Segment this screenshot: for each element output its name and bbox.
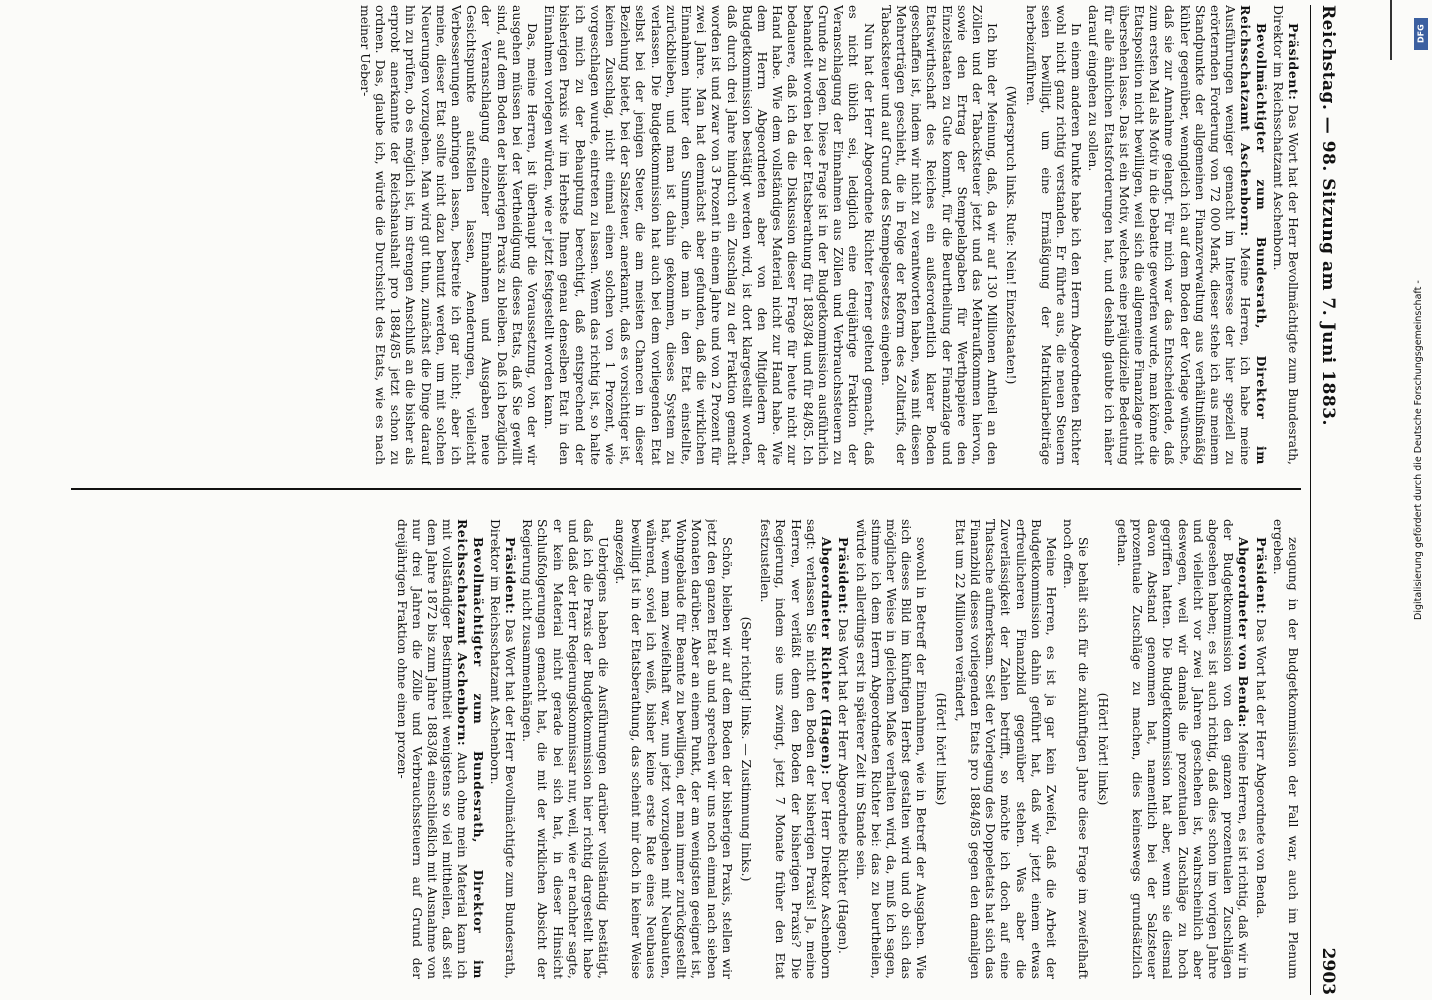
paragraph-text: Das, meine Herren, ist überhaupt die Voraussetzung, von der wir ausgehen müssen bei der Vertheidigung dieses Etats, daß Sie gewillt sind, auf dem Boden der bisherigen Praxis zu bleiben. Daß ich bezüglich der Veranschlagung einzelner Einnahmen und Ausgaben neue Gesichtspunkte aufstellen lassen, Aenderungen, vielleicht Verbesserungen anbringen lassen, bestreite ich gar nicht; aber ich meine, dieser Etat sollte nicht dazu benutzt werden, um mit solchen Neuerungen vorzugehen. Man wird gut thun, zunächst die Dinge darauf hin zu prüfen, ob es möglich ist, im strengen Anschluß an die bisher als erprobt anerkannte der Reichshaushalt pro 1884/85 jetzt schon zu ordnen. Das, glaube ich, würde die Durchsicht des Etats, wie es nach meiner Ueber- [357,5,541,465]
rotated-document-page [55,5,1345,995]
speaker-name: Präsident: [1286,23,1301,101]
digitization-credit [1413,20,1429,620]
paragraph-text: Uebrigens haben die Ausführungen darüber vollständig bestätigt, daß ich die Praxis der Budgetkommission hier richtig dargestellt habe und daß der Herr Regierungskommissar nur, weil, wie er nachher sagte, er kein Material nicht gerade bei sich hat, in dieser Hinsicht Schlußfolgerungen gemacht hat, die mit der wirklichen Absicht der Regierung nicht zusammenhängen. [520,519,612,979]
paragraph [879,5,1001,465]
paragraph-text: Meine Herren, es ist richtig, daß wir in der Budgetkommission von den ganzen prozentualen Zuschlägen abgesehen haben; es ist auch richtig, daß dies schon im vorigen Jahre und vielleicht vor zwei Jahren geschehen ist, wahrscheinlich aber deswegen, weil wir damals die prozentualen Zuschläge zu hoch gegriffen hatten. Die Budgetkommission hat aber, wenn sie diesmal davon Abstand genommen hat, namentlich bei der Salzsteuer prozentuale Zuschläge zu machen, dies keineswegs grundsätzlich gethan. [1114,519,1252,979]
paragraph-text: In einem anderen Punkte habe ich den Herrn Abgeordneten Richter wohl nicht ganz richtig verstanden. Er führte aus, die neuen Steuern seien bewilligt, um eine Ermäßigung der Matrikularbeiträge herbeizuführen. [1023,5,1085,465]
paragraph-text: zeugung in der Budgetkommission der Fall war, auch im Plenum ergeben. [1270,519,1301,979]
paragraph [853,519,929,979]
paragraph [613,519,735,979]
speaker-name: Präsident: [836,537,852,615]
page-header [1310,5,1345,995]
paragraph [520,519,611,979]
paragraph [1023,5,1084,465]
left-text-column [71,5,1301,465]
scan-edge-mark [1390,0,1392,60]
paragraph [1253,519,1268,979]
page-header-title: Reichstag. — 98. Sitzung am 7. Juni 1883. [1318,5,1338,426]
interjection: (Hört! hört! links) [1095,692,1111,806]
paragraph-text: Auch ohne mein Material kann ich mit vollständiger Bestimmtheit wenigstens so viel mittheilen, daß seit dem Jahre 1872 bis zum Jahre 1883/84 einschließlich mit Ausnahme von nur drei Jahren die Zölle und Verbrauchssteuern auf Grund der dreijährigen Fraktion ohne einen prozen- [394,519,471,979]
paragraph-text: sowohl in Betreff der Einnahmen, wie in Betreff der Ausgaben. Wie sich dieses Bild im künftigen Herbst gestalten wird und ob sich das möglicher Weise in gleichem Maße verhalten wird, da, muß ich sagen, stimme ich dem Herrn Abgeordneten Richter bei: das zu beurtheilen, würde ich allerdings erst in späterer Zeit im Stande sein. [853,519,930,979]
digitization-credit-text: Digitalisierung gefördert durch die Deutsche Forschungsgemeinschaft - [1413,280,1424,620]
interjection: (Sehr richtig! links. — Zustimmung links.) [739,616,755,882]
paragraph-text: Der Herr Direktor Aschenborn sagt: verlassen Sie nicht den Boden der bisherigen Praxis! Ja, meine Herren, wer verläßt denn den Boden der bisherigen Praxis? Die Regierung, indem sie uns zwingt, jetzt 7 Monate früher den Etat festzustellen. [758,519,835,979]
paragraph-text: Meine Herren, es ist ja gar kein Zweifel, daß die Arbeit der Budgetkommission dahin geführt hat, daß wir jetzt einem etwas erfreulicheren Finanzbild gegenüber stehen. Was aber die Zuverlässigkeit der Zahlen betrifft, so möchte ich doch auf eine Thatsache aufmerksam. Seit der Vorlegung des Doppeletats hat sich das Finanzbild dieses vorliegenden Etats pro 1884/85 gegen den damaligen Etat um 22 Millionen verändert, [952,519,1059,979]
paragraph [758,519,834,979]
paragraph [1115,519,1252,979]
speaker-name: Bevollmächtigter zum Bundesrath, Direktor im Reichsschatzamt Aschenborn: [1238,5,1269,465]
paragraph [394,519,485,979]
interjection: (Widerspruch links. Rufe: Nein! Einzelstaaten!) [1004,85,1020,385]
paragraph [953,519,1059,979]
paragraph-text: Das Wort hat der Herr Abgeordnete von Benda. [1253,618,1269,919]
paragraph [358,5,540,465]
paragraph-text: Das Wort hat der Herr Bevollmächtigte zum Bundesrath, Direktor im Reichsschatzamt Aschenborn. [1270,5,1301,465]
paragraph-text: Nun hat der Herr Abgeordnete Richter ferner geltend gemacht, daß es nicht üblich sei, lediglich eine dreijährige Fraktion der Veranschlagung der Einnahmen aus Zöllen und Verbrauchssteuern zu Grunde zu legen. Diese Frage ist in der Budgetkommission ausführlich behandelt worden bei der Etatsberathung für 1883/84 und für 84/85. Ich bedauere, daß ich da die Diskussion dieser Frage für heute nicht zur Hand habe. Wie dem vollständiges Material nicht zur Hand habe. Wie dem Herrn Abgeordneten aber von den Mitgliedern der Budgetkommission bestätigt werden wird, ist dort klargestellt worden, daß durch drei Jahre hindurch ein Zuschlag zu der Fraktion gemacht worden ist und zwar von 3 Prozent in einem Jahre und von 2 Prozent für zwei Jahre. Man hat demnächst aber gefunden, daß die wirklichen Einnahmen hinter den Summen, die man in den Etat einstellte, zurückblieben, und man ist dahin gekommen, dieses System zu verlassen. Die Budgetkommission hat auch bei dem vorliegenden Etat selbst bei der jenigen Steuer, die am meisten Chancen in dieser Beziehung bietet, bei der Salzsteuer, anerkannt, daß es vorsichtiger ist, keinen Zuschlag, nicht einmal einen solchen von 1 Prozent, wie vorgeschlagen wurde, eintreten zu lassen. Wenn das richtig ist, so halte ich mich zu der Behauptung berechtigt, daß entsprechend der bisherigen Praxis wir im Herbste Ihnen genau denselben Etat in den Einnahmen vorlegen würden, wie er jetzt festgestellt worden kann. [542,5,877,465]
paragraph-text: Schön, bleiben wir auf dem Boden der bisherigen Praxis, stellen wir jetzt den ganzen Etat ab und sprechen wir uns noch einmal nach sieben Monaten darüber. Aber an einem Punkt, der am wenigsten geeignet ist, Wohngebäude für Beamte zu bewilligen, der man immer zurückgestellt hat, wenn man zweifelhaft war, nun jetzt vorzugehen mit Neubauten, während, soviel ich weiß, bisher keine erste Rate eines Neubaues bewilligt ist in der Etatsberathung, das scheint mir doch in keiner Weise angezeigt. [613,519,735,979]
speaker-name: Präsident: [1253,537,1269,615]
interjection: (Hört! hört! links) [933,692,949,806]
paragraph [1061,519,1091,979]
paragraph-text: Ich bin der Meinung, daß, da wir auf 130 Millionen Antheil an den Zöllen und der Tabacksteuer jetzt und das Mehraufkommen hiervon, sowie den Ertrag der Stempelabgaben für Werthpapiere den Einzelstaaten zu Gute kommt, für die Beurtheilung der Finanzlage und Etatswirthschaft des Reiches ein außerordentlich klarer Boden geschaffen ist, indem wir nicht zu verantworten haben, was mit diesen Mehrerträgen geschieht, die in Folge der Reform des Zolltarifs, der Tabacksteuer und auf Grund des Stempelgesetzes eingehen. [878,5,1001,465]
column-divider [71,488,1301,490]
paragraph-text: Sie behält sich für die zukünftigen Jahre diese Frage im zweifelhaft noch offen. [1061,519,1092,979]
speaker-name: Abgeordneter Richter (Hagen): [819,537,835,776]
paragraph [542,5,876,465]
dfg-logo: DFG [1414,18,1428,50]
paragraph [1271,5,1301,465]
paragraph [836,519,851,979]
paragraph-text: Das Wort hat der Herr Bevollmächtigte zum Bundesrath, Direktor im Reichsschatzamt Aschenborn. [487,519,519,979]
paragraph [488,519,518,979]
speaker-name: Bevollmächtigter zum Bundesrath, Direktor im Reichsschatzamt Aschenborn: [455,519,486,979]
paragraph [1086,5,1268,465]
paragraph-text: Das Wort hat der Herr Abgeordnete Richter (Hagen). [836,618,852,954]
speaker-name: Abgeordneter von Benda: [1236,537,1252,728]
speaker-name: Präsident: [503,537,519,615]
right-text-column [71,519,1301,979]
paragraph-text: Meine Herren, ich habe meine Ausführungen weniger gemacht im Interesse der hier speziell zu erörternden Forderung von 72 000 Mark, dieser stehe ich aus meinem Standpunkte der allgemeinen Finanzverwaltung aus verhältnißmäßig kühler gegenüber, wenngleich ich auf dem Boden der Vorlage wünsche, daß sie zur Annahme gelangt. Für mich war das Entscheidende, daß zum ersten Mal als Motiv in die Debatte geworfen wurde, man könne die Etatsposition nicht bewilligen, weil sich die allgemeine Finanzlage nicht übersehen lasse. Das ist ein Motiv, welches eine präjudizielle Bedeutung für alle ähnlichen Etatsforderungen hat, und deshalb glaubte ich näher darauf eingehen zu sollen. [1086,5,1254,465]
paragraph [1271,519,1301,979]
page-number: 2903 [1318,947,1338,995]
